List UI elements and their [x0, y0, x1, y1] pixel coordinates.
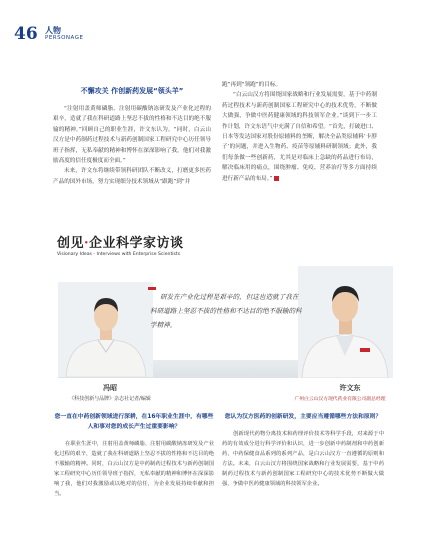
end-mark-icon: [274, 176, 279, 181]
article-paragraph: “注射用盖黄师磷脂、注射用碳酸钠冻研发及产业化过程的艰辛，造就了我在科研道路上坚忍不拔的性格和不达目的绝不服输的精神。”回顾自己的职业生涯，许文东认为。“同时，白云山汉方是中药制药过程技术与新药创制国家工程研究中心历任领导班子指挥，无私奉献的精神和博怀在深深影响了我，他们对我激励高度的信任度极度而全面。”: [53, 106, 211, 165]
page-number: 46: [14, 24, 38, 44]
article-right-column: [222, 80, 377, 184]
interview-question-block: [222, 412, 384, 489]
interview-title-part1: 创见: [57, 236, 85, 251]
interview-question: 您一直在中药创新领域进行深耕，在16年职业生涯中，有哪些人和事对您的成长产生过重要影响？: [54, 414, 214, 430]
article-left-column: [53, 86, 211, 187]
section-title: 人物: [45, 26, 61, 35]
interview-question: 您认为汉方医药的创新研发，主要应当遵循哪些方法和原则？: [224, 414, 382, 420]
interviewee-photo: [298, 266, 393, 378]
pull-quote: 研发在产业化过程是艰辛的，但这也造就了我在科研道路上坚忍不拔的性格和不达目的绝不服输的科学精神。: [150, 293, 302, 329]
interview-title-dot: ·: [84, 236, 90, 251]
interview-title-part2: 企业科学家访谈: [89, 236, 184, 251]
interviewee-role: 广州白云山汉方现代药业有限公司副总经理: [294, 397, 386, 402]
interview-subtitle: Visionary Ideas - Interviews with Enterprise Scientists: [57, 252, 181, 257]
page-header: [0, 0, 427, 58]
interview-title: [57, 232, 184, 251]
article-paragraph: 未来，许文东将继续带领科研团队不断改义，打磨更多医药产品的国外市场，努力实现细分技术领域从“跟跑”到“并: [53, 168, 211, 185]
section-title-en: PERSONAGE: [45, 35, 84, 41]
article-subtitle: 不懈攻关 作创新药发展“领头羊”: [80, 87, 184, 95]
interviewee-name: 许文东: [339, 384, 361, 392]
interview-answer: 创新现代药物分离技术和药理评价技术等科学手段，对来源于中药的有效成分进行科学评价和认识，进一步创新中药制剂和中药创新药，中药保健食品系列的系列产品，是白云山汉方一直遵循的原则和方法。未来，白云山汉方将围绕国家战略和行业发展需要，基于中药制药过程技术与新药创制国家工程研究中心的技术优势不断做大做强，争做中医药健康领域的科技领军企业。: [222, 431, 384, 487]
interview-answer: 在职业生涯中，注射用盖黄师磷脂、注射用碳酸钠冻研发及产业化过程的艰辛，造就了我在科研道路上坚忍不拔的性格和不达目的绝不服输的精神。同时，白云山汉方是中药制药过程技术与新药创制国家工程研究中心历任领导班子指挥，无私奉献的精神和博怀在深深影响了我，他们对我激励或以绝对的信任，为企业发展持续奉献和担当。: [54, 441, 214, 497]
interview-question-block: [54, 412, 214, 499]
interviewer-photo: [58, 282, 153, 377]
interviewer-name: 冯昭: [103, 384, 117, 392]
interviewer-role: 《科技创新与品牌》杂志社记者/编辑: [69, 396, 151, 402]
article-paragraph: 跑”再到“领跑”的目标。: [222, 82, 282, 88]
article-paragraph-wrap: [222, 90, 377, 184]
article-paragraph: “白云山汉方将围绕国家战略和行业发展需要，基于中药制药过程技术与新药创制国家工程研究中心的技术优势，不断做大做强，争做中医药健康领域的科技领军企业。”谈到下一步工作计划，许文东语气中充满了自信和希望。“首先，打破进口、日本等发达国家对股份原辅料的垄断，解决全品类原辅料‘卡脖子’的问题，并进入生物药、疫苗等原辅料研制领域；此外，我们每条做一些创新药，尤其是对临床上急缺的药品进行布局，解决临床用的痛点，围绕肿瘤、免疫、营养治疗等多方面持续进行新产品的布局。”: [222, 92, 377, 182]
